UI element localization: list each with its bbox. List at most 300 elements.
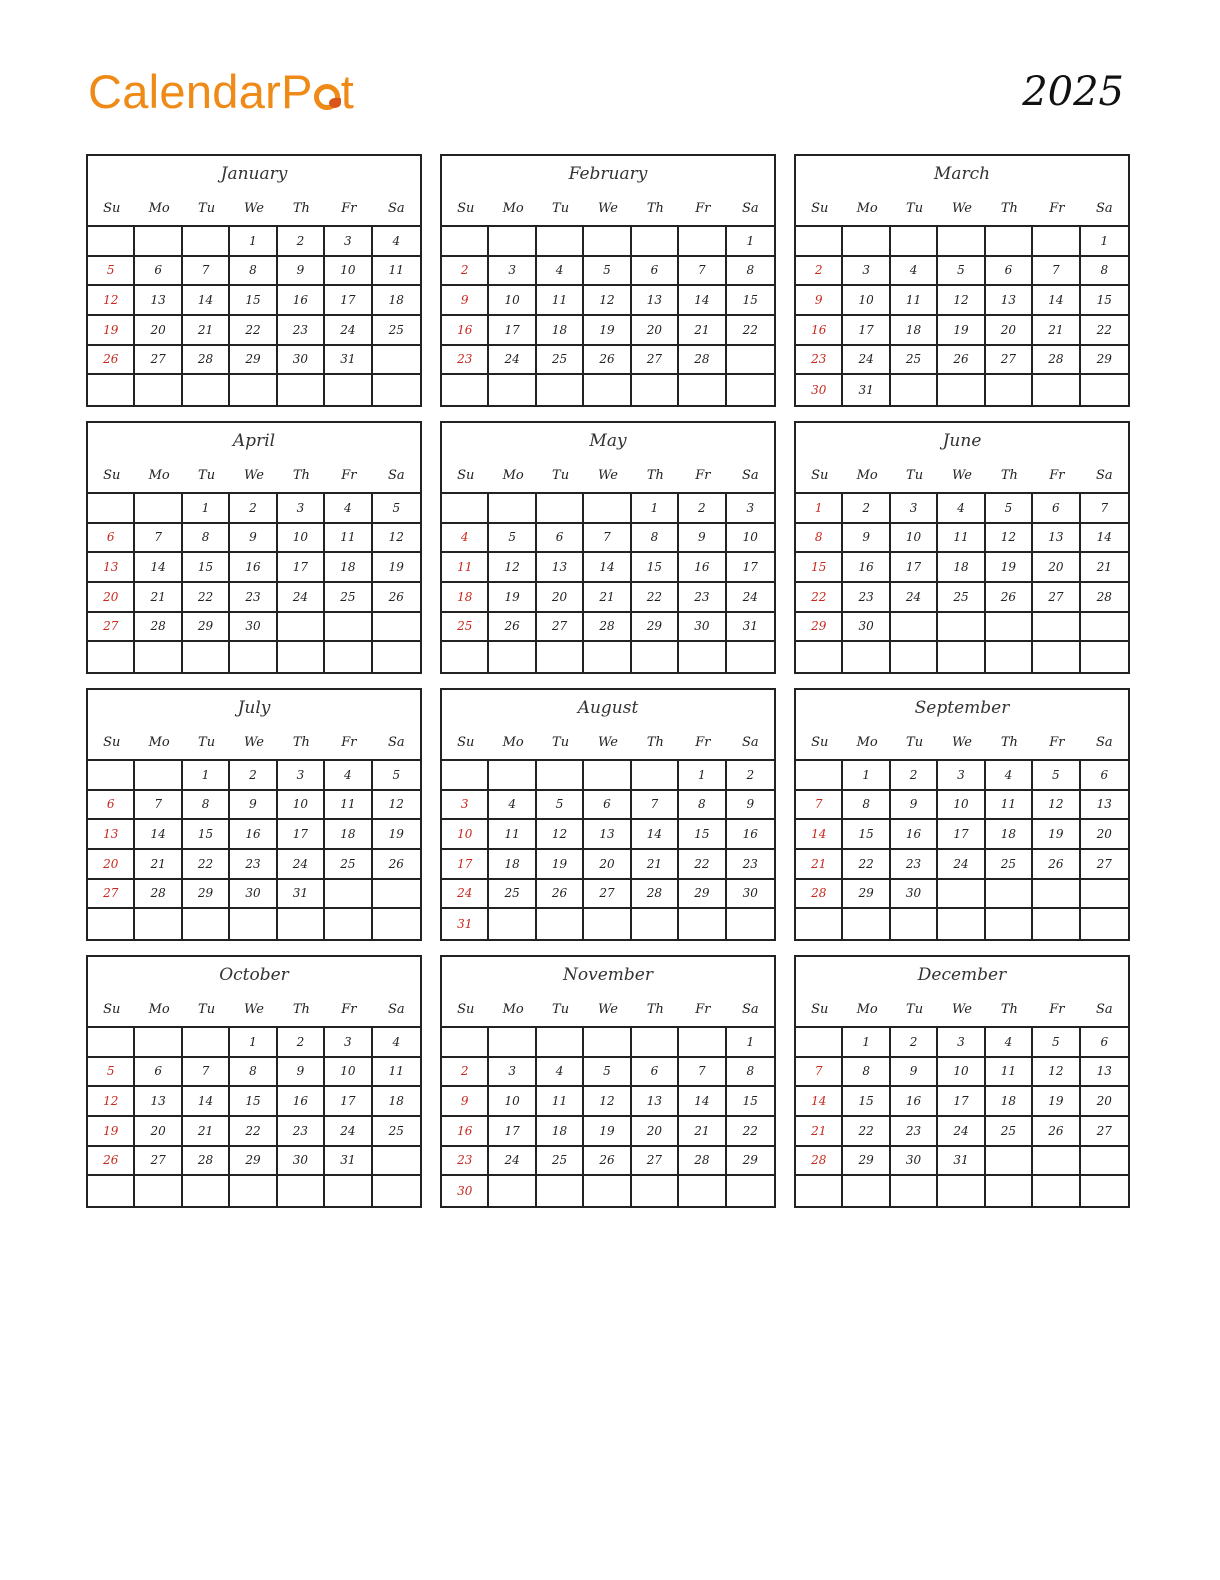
- day-cell: 14: [796, 820, 843, 850]
- day-cell: 6: [986, 257, 1033, 287]
- empty-day-cell: [584, 642, 631, 672]
- day-cell: 14: [1033, 286, 1080, 316]
- empty-day-cell: [183, 642, 230, 672]
- day-cell: 13: [88, 820, 135, 850]
- day-cell: 31: [938, 1147, 985, 1177]
- empty-day-cell: [373, 1176, 420, 1206]
- day-cell: 15: [230, 1087, 277, 1117]
- day-cell: 19: [1033, 1087, 1080, 1117]
- day-cell: 1: [632, 494, 679, 524]
- empty-day-cell: [1033, 1147, 1080, 1177]
- empty-day-cell: [183, 909, 230, 939]
- day-cell: 31: [843, 375, 890, 405]
- weekday-label: Mo: [856, 1002, 878, 1017]
- day-cell: 10: [727, 524, 774, 554]
- day-cell: 25: [537, 1147, 584, 1177]
- day-cell: 5: [373, 761, 420, 791]
- empty-day-cell: [796, 761, 843, 791]
- empty-day-cell: [278, 909, 325, 939]
- day-cell: 2: [796, 257, 843, 287]
- month-title: May: [589, 431, 627, 451]
- day-cell: 2: [891, 1028, 938, 1058]
- day-cell: 10: [325, 1058, 372, 1088]
- empty-day-cell: [325, 375, 372, 405]
- day-cell: 24: [489, 346, 536, 376]
- empty-day-cell: [796, 1028, 843, 1058]
- day-cell: 4: [537, 1058, 584, 1088]
- weekday-label: Mo: [856, 468, 878, 483]
- weekday-label: We: [243, 201, 264, 216]
- empty-day-cell: [135, 1028, 182, 1058]
- day-cell: 5: [489, 524, 536, 554]
- day-cell: 9: [230, 791, 277, 821]
- day-cell: 7: [796, 791, 843, 821]
- day-cell: 11: [325, 791, 372, 821]
- day-cell: 25: [325, 850, 372, 880]
- day-cell: 28: [183, 1147, 230, 1177]
- empty-day-cell: [632, 1176, 679, 1206]
- day-cell: 12: [373, 524, 420, 554]
- empty-day-cell: [537, 642, 584, 672]
- day-cell: 11: [373, 1058, 420, 1088]
- month-title: June: [942, 431, 982, 451]
- day-cell: 15: [183, 553, 230, 583]
- day-cell: 11: [537, 286, 584, 316]
- weekday-header: [88, 459, 420, 492]
- empty-day-cell: [1033, 642, 1080, 672]
- day-cell: 23: [679, 583, 726, 613]
- empty-day-cell: [632, 375, 679, 405]
- day-cell: 2: [278, 227, 325, 257]
- day-cell: 20: [135, 316, 182, 346]
- weekday-label: Sa: [741, 1002, 759, 1017]
- day-cell: 23: [442, 346, 489, 376]
- day-cell: 18: [986, 820, 1033, 850]
- day-cell: 30: [891, 1147, 938, 1177]
- day-cell: 4: [986, 1028, 1033, 1058]
- day-cell: 18: [537, 316, 584, 346]
- day-cell: 29: [632, 613, 679, 643]
- month-december: [794, 955, 1130, 1208]
- weekday-label: Mo: [148, 735, 170, 750]
- day-cell: 9: [442, 286, 489, 316]
- weekday-label: Fr: [341, 735, 357, 750]
- day-cell: 26: [1033, 850, 1080, 880]
- weekday-label: Sa: [1095, 468, 1113, 483]
- empty-day-cell: [373, 880, 420, 910]
- empty-day-cell: [727, 642, 774, 672]
- day-cell: 18: [489, 850, 536, 880]
- weekday-label: We: [243, 1002, 264, 1017]
- weekday-label: Th: [1000, 468, 1018, 483]
- day-cell: 18: [537, 1117, 584, 1147]
- day-cell: 6: [584, 791, 631, 821]
- day-cell: 3: [278, 761, 325, 791]
- day-cell: 6: [632, 257, 679, 287]
- day-cell: 24: [938, 850, 985, 880]
- empty-day-cell: [938, 880, 985, 910]
- day-cell: 8: [183, 791, 230, 821]
- weekday-label: Mo: [502, 201, 524, 216]
- day-grid: [796, 225, 1128, 405]
- day-cell: 1: [230, 1028, 277, 1058]
- weekday-label: Sa: [1095, 201, 1113, 216]
- weekday-label: We: [951, 468, 972, 483]
- day-cell: 27: [1081, 1117, 1128, 1147]
- day-cell: 5: [88, 1058, 135, 1088]
- empty-day-cell: [135, 1176, 182, 1206]
- empty-day-cell: [584, 1028, 631, 1058]
- empty-day-cell: [373, 642, 420, 672]
- day-cell: 22: [843, 1117, 890, 1147]
- day-cell: 23: [278, 316, 325, 346]
- day-cell: 19: [1033, 820, 1080, 850]
- day-cell: 27: [1033, 583, 1080, 613]
- empty-day-cell: [537, 1028, 584, 1058]
- day-cell: 17: [278, 553, 325, 583]
- day-cell: 21: [679, 316, 726, 346]
- day-cell: 7: [796, 1058, 843, 1088]
- day-grid: [88, 492, 420, 672]
- empty-day-cell: [325, 1176, 372, 1206]
- weekday-header: [88, 726, 420, 759]
- brand-dot-icon: [314, 84, 340, 110]
- day-grid: [88, 1026, 420, 1206]
- day-cell: 6: [88, 524, 135, 554]
- day-cell: 4: [537, 257, 584, 287]
- day-cell: 7: [183, 257, 230, 287]
- day-cell: 9: [679, 524, 726, 554]
- day-cell: 17: [938, 820, 985, 850]
- empty-day-cell: [537, 494, 584, 524]
- weekday-label: Tu: [552, 201, 570, 216]
- day-cell: 22: [230, 1117, 277, 1147]
- empty-day-cell: [843, 909, 890, 939]
- day-cell: 2: [727, 761, 774, 791]
- empty-day-cell: [489, 909, 536, 939]
- weekday-label: Tu: [552, 1002, 570, 1017]
- empty-day-cell: [278, 642, 325, 672]
- day-cell: 4: [891, 257, 938, 287]
- day-cell: 29: [230, 346, 277, 376]
- day-cell: 29: [843, 880, 890, 910]
- day-cell: 19: [373, 553, 420, 583]
- month-title: February: [568, 164, 648, 184]
- day-cell: 22: [727, 1117, 774, 1147]
- day-cell: 20: [88, 850, 135, 880]
- empty-day-cell: [489, 1176, 536, 1206]
- day-cell: 19: [584, 316, 631, 346]
- day-cell: 13: [1081, 791, 1128, 821]
- day-cell: 18: [325, 820, 372, 850]
- day-cell: 28: [1081, 583, 1128, 613]
- empty-day-cell: [679, 227, 726, 257]
- empty-day-cell: [584, 1176, 631, 1206]
- weekday-label: Mo: [148, 201, 170, 216]
- empty-day-cell: [442, 227, 489, 257]
- day-cell: 20: [1081, 1087, 1128, 1117]
- day-cell: 11: [442, 553, 489, 583]
- day-cell: 17: [727, 553, 774, 583]
- day-cell: 28: [796, 880, 843, 910]
- day-cell: 10: [938, 791, 985, 821]
- day-cell: 28: [1033, 346, 1080, 376]
- day-cell: 20: [632, 1117, 679, 1147]
- empty-day-cell: [727, 1176, 774, 1206]
- empty-day-cell: [1033, 909, 1080, 939]
- empty-day-cell: [632, 1028, 679, 1058]
- day-cell: 15: [727, 1087, 774, 1117]
- day-cell: 29: [843, 1147, 890, 1177]
- day-cell: 3: [938, 1028, 985, 1058]
- empty-day-cell: [442, 642, 489, 672]
- day-cell: 10: [489, 1087, 536, 1117]
- day-cell: 19: [986, 553, 1033, 583]
- weekday-label: Fr: [341, 468, 357, 483]
- day-cell: 18: [442, 583, 489, 613]
- empty-day-cell: [1033, 613, 1080, 643]
- day-cell: 16: [796, 316, 843, 346]
- day-cell: 11: [489, 820, 536, 850]
- weekday-label: Mo: [148, 1002, 170, 1017]
- day-cell: 30: [278, 346, 325, 376]
- day-cell: 24: [843, 346, 890, 376]
- day-cell: 15: [679, 820, 726, 850]
- day-cell: 19: [88, 316, 135, 346]
- day-cell: 8: [727, 1058, 774, 1088]
- empty-day-cell: [584, 375, 631, 405]
- empty-day-cell: [325, 880, 372, 910]
- day-cell: 19: [537, 850, 584, 880]
- day-cell: 23: [891, 1117, 938, 1147]
- day-cell: 29: [727, 1147, 774, 1177]
- empty-day-cell: [1033, 1176, 1080, 1206]
- day-cell: 21: [135, 583, 182, 613]
- day-cell: 13: [584, 820, 631, 850]
- empty-day-cell: [843, 227, 890, 257]
- day-cell: 6: [135, 1058, 182, 1088]
- day-cell: 2: [278, 1028, 325, 1058]
- day-cell: 3: [489, 257, 536, 287]
- weekday-header: [796, 192, 1128, 225]
- day-cell: 17: [891, 553, 938, 583]
- day-cell: 1: [727, 227, 774, 257]
- day-cell: 14: [679, 286, 726, 316]
- day-cell: 22: [727, 316, 774, 346]
- day-cell: 20: [135, 1117, 182, 1147]
- day-cell: 12: [938, 286, 985, 316]
- empty-day-cell: [1081, 880, 1128, 910]
- empty-day-cell: [230, 642, 277, 672]
- day-cell: 28: [135, 880, 182, 910]
- empty-day-cell: [373, 613, 420, 643]
- day-cell: 25: [373, 316, 420, 346]
- weekday-header: [88, 192, 420, 225]
- day-cell: 8: [796, 524, 843, 554]
- day-cell: 10: [278, 524, 325, 554]
- day-cell: 29: [230, 1147, 277, 1177]
- weekday-label: Th: [292, 201, 310, 216]
- weekday-header: [442, 726, 774, 759]
- empty-day-cell: [278, 1176, 325, 1206]
- empty-day-cell: [489, 375, 536, 405]
- weekday-label: Th: [292, 1002, 310, 1017]
- empty-day-cell: [632, 642, 679, 672]
- day-cell: 24: [442, 880, 489, 910]
- month-title: September: [914, 698, 1010, 718]
- day-cell: 5: [537, 791, 584, 821]
- day-cell: 17: [325, 1087, 372, 1117]
- day-cell: 31: [278, 880, 325, 910]
- day-cell: 30: [679, 613, 726, 643]
- day-cell: 6: [537, 524, 584, 554]
- day-cell: 11: [325, 524, 372, 554]
- empty-day-cell: [442, 1028, 489, 1058]
- day-cell: 5: [88, 257, 135, 287]
- day-cell: 13: [632, 1087, 679, 1117]
- day-cell: 4: [373, 1028, 420, 1058]
- day-cell: 11: [986, 1058, 1033, 1088]
- day-cell: 27: [1081, 850, 1128, 880]
- day-cell: 27: [88, 613, 135, 643]
- day-cell: 7: [183, 1058, 230, 1088]
- day-cell: 15: [230, 286, 277, 316]
- day-cell: 3: [938, 761, 985, 791]
- day-cell: 16: [891, 1087, 938, 1117]
- empty-day-cell: [632, 761, 679, 791]
- weekday-label: Th: [292, 735, 310, 750]
- empty-day-cell: [88, 375, 135, 405]
- day-cell: 12: [1033, 1058, 1080, 1088]
- day-cell: 27: [537, 613, 584, 643]
- day-cell: 28: [679, 1147, 726, 1177]
- calendar-grid: [86, 154, 1130, 1208]
- day-cell: 8: [679, 791, 726, 821]
- empty-day-cell: [325, 909, 372, 939]
- day-cell: 21: [1033, 316, 1080, 346]
- day-cell: 26: [373, 583, 420, 613]
- weekday-label: We: [597, 468, 618, 483]
- day-cell: 21: [632, 850, 679, 880]
- day-cell: 22: [843, 850, 890, 880]
- brand-logo: [88, 62, 354, 122]
- day-cell: 11: [986, 791, 1033, 821]
- day-cell: 28: [183, 346, 230, 376]
- day-cell: 27: [632, 1147, 679, 1177]
- empty-day-cell: [727, 346, 774, 376]
- empty-day-cell: [938, 909, 985, 939]
- weekday-label: Sa: [741, 201, 759, 216]
- day-cell: 14: [584, 553, 631, 583]
- empty-day-cell: [537, 375, 584, 405]
- day-cell: 16: [891, 820, 938, 850]
- day-cell: 5: [373, 494, 420, 524]
- weekday-label: Su: [103, 201, 121, 216]
- day-cell: 24: [938, 1117, 985, 1147]
- day-cell: 8: [843, 1058, 890, 1088]
- day-cell: 31: [325, 346, 372, 376]
- weekday-label: Fr: [1049, 201, 1065, 216]
- day-cell: 5: [986, 494, 1033, 524]
- day-cell: 1: [796, 494, 843, 524]
- weekday-label: Tu: [906, 201, 924, 216]
- weekday-header: [796, 459, 1128, 492]
- day-cell: 26: [489, 613, 536, 643]
- day-cell: 10: [938, 1058, 985, 1088]
- empty-day-cell: [632, 909, 679, 939]
- day-cell: 26: [986, 583, 1033, 613]
- empty-day-cell: [88, 642, 135, 672]
- day-cell: 3: [325, 227, 372, 257]
- day-cell: 12: [584, 1087, 631, 1117]
- empty-day-cell: [1081, 613, 1128, 643]
- weekday-label: Fr: [1049, 735, 1065, 750]
- weekday-label: Tu: [198, 201, 216, 216]
- day-cell: 30: [278, 1147, 325, 1177]
- day-cell: 15: [727, 286, 774, 316]
- day-cell: 30: [727, 880, 774, 910]
- month-may: [440, 421, 776, 674]
- day-grid: [796, 492, 1128, 672]
- empty-day-cell: [938, 375, 985, 405]
- month-july: [86, 688, 422, 941]
- day-cell: 13: [135, 1087, 182, 1117]
- day-cell: 25: [986, 1117, 1033, 1147]
- empty-day-cell: [537, 909, 584, 939]
- weekday-label: Tu: [906, 1002, 924, 1017]
- month-title: November: [563, 965, 653, 985]
- day-cell: 23: [727, 850, 774, 880]
- empty-day-cell: [938, 227, 985, 257]
- weekday-label: Fr: [695, 201, 711, 216]
- day-cell: 27: [584, 880, 631, 910]
- empty-day-cell: [679, 1028, 726, 1058]
- empty-day-cell: [442, 494, 489, 524]
- day-cell: 12: [1033, 791, 1080, 821]
- weekday-label: Th: [292, 468, 310, 483]
- day-cell: 4: [442, 524, 489, 554]
- weekday-label: We: [597, 201, 618, 216]
- day-cell: 5: [584, 257, 631, 287]
- day-cell: 24: [325, 1117, 372, 1147]
- empty-day-cell: [796, 642, 843, 672]
- empty-day-cell: [891, 1176, 938, 1206]
- day-cell: 7: [135, 524, 182, 554]
- day-cell: 9: [796, 286, 843, 316]
- day-cell: 8: [230, 257, 277, 287]
- day-cell: 19: [373, 820, 420, 850]
- day-cell: 22: [679, 850, 726, 880]
- empty-day-cell: [986, 909, 1033, 939]
- month-october: [86, 955, 422, 1208]
- empty-day-cell: [135, 494, 182, 524]
- day-cell: 6: [1081, 1028, 1128, 1058]
- day-cell: 14: [632, 820, 679, 850]
- day-cell: 5: [938, 257, 985, 287]
- day-cell: 3: [727, 494, 774, 524]
- empty-day-cell: [1033, 880, 1080, 910]
- day-cell: 25: [325, 583, 372, 613]
- day-cell: 8: [230, 1058, 277, 1088]
- day-cell: 23: [278, 1117, 325, 1147]
- weekday-header: [796, 993, 1128, 1026]
- weekday-label: Mo: [502, 468, 524, 483]
- day-cell: 8: [727, 257, 774, 287]
- day-cell: 1: [679, 761, 726, 791]
- empty-day-cell: [986, 227, 1033, 257]
- empty-day-cell: [727, 375, 774, 405]
- month-september: [794, 688, 1130, 941]
